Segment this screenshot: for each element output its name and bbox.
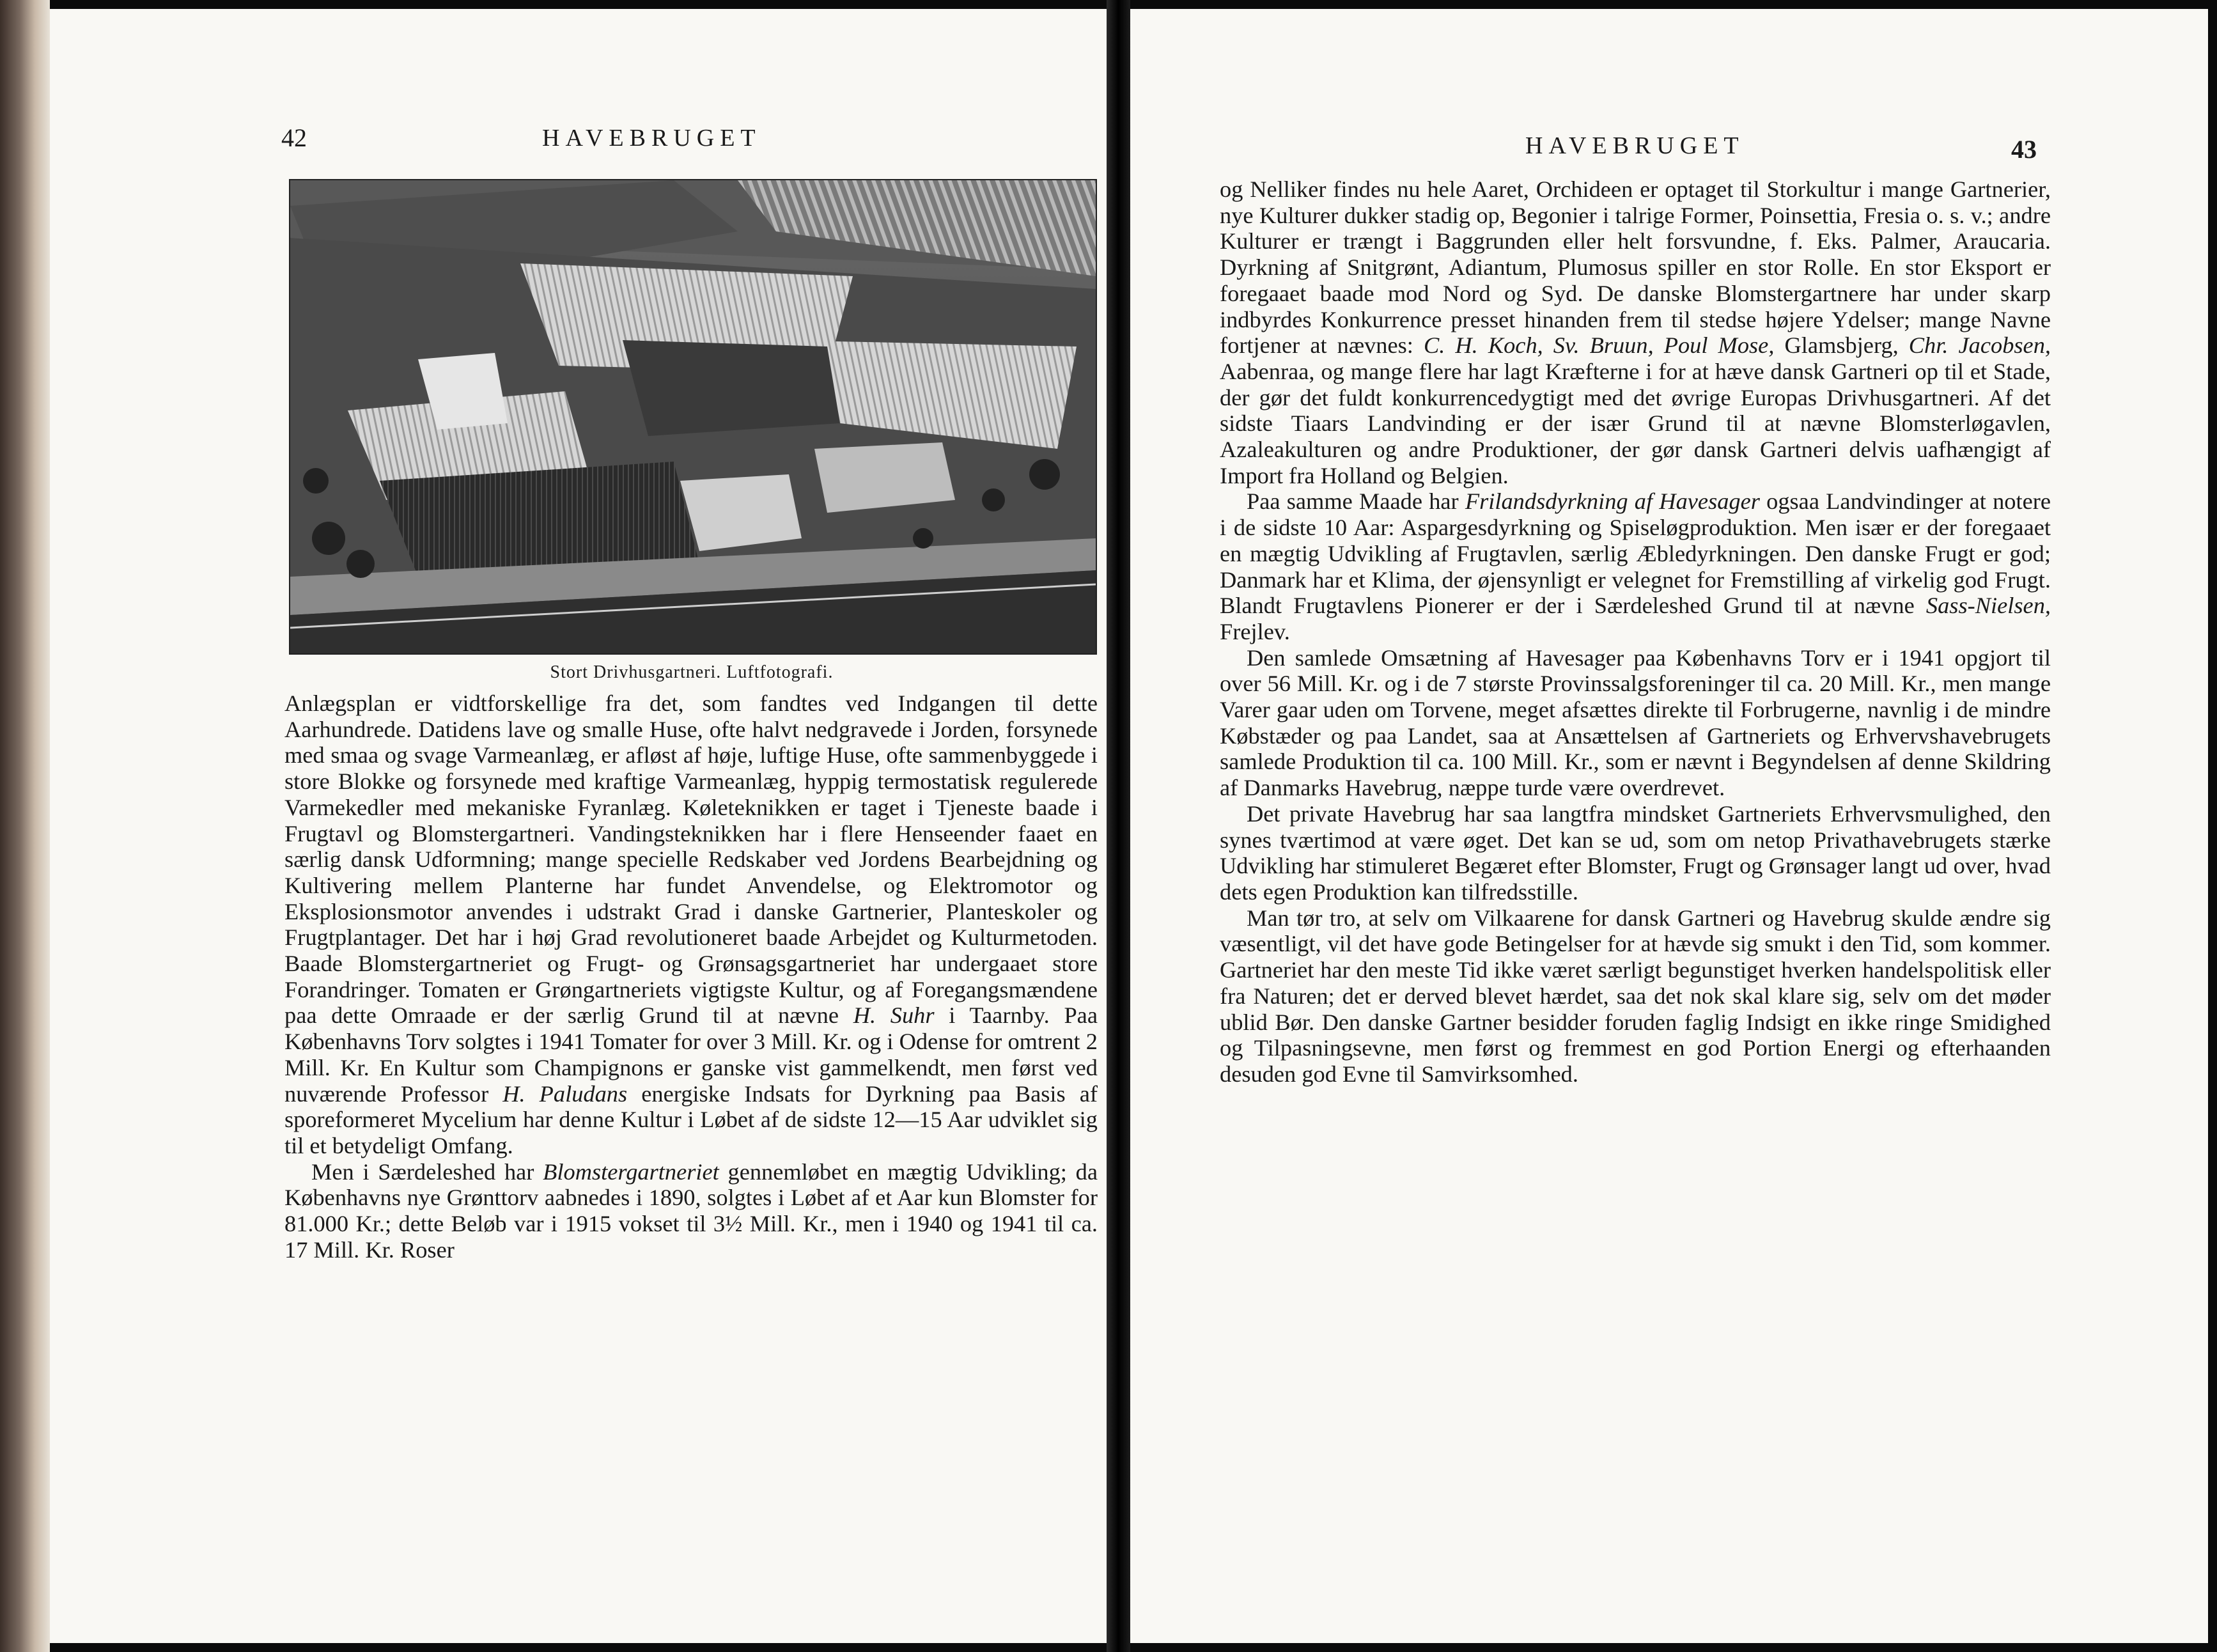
left-page: [50, 9, 1107, 1643]
italic-text: Frilandsdyrkning af Havesager: [1465, 488, 1760, 515]
italic-text: C. H. Koch, Sv. Bruun, Poul Mose,: [1423, 332, 1775, 359]
paragraph: [1220, 488, 2051, 644]
text-run: energiske Indsats for Dyrkning paa Basis af sporeformeret Mycelium har denne Kultur i Løbet af de sidste 12—15 Aar udviklet sig til et betydeligt Omfang.: [284, 1080, 1098, 1158]
right-page: [1130, 9, 2208, 1643]
running-head: HAVEBRUGET: [542, 125, 761, 152]
photo-caption: Stort Drivhusgartneri. Luftfotografi.: [550, 662, 834, 682]
text-run: i Taarnby. Paa Københavns Torv solgtes i 1941 Tomater for over 3 Mill. Kr. og i Odense for omtrent 2 Mill. Kr. En Kultur som Champignons er ganske vist gammelkendt, men først ved nuværende Professor: [284, 1002, 1098, 1107]
left-page-body-text: [284, 690, 1098, 1263]
running-head: HAVEBRUGET: [1525, 132, 1745, 159]
italic-text: Chr. Jacobsen,: [1908, 332, 2051, 359]
right-page-body-text: [1220, 176, 2051, 1087]
text-run: Det private Havebrug har saa langtfra mindsket Gartneriets Erhvervsmulighed, den synes tværtimod at være øget. Det kan se ud, som om netop Privathavebrugets stærke Udvikling har stimuleret Begæret efter Blomster, Frugt og Grønsager langt ud over, hvad dets egen Produktion kan tilfredsstille.: [1220, 800, 2051, 905]
aerial-greenhouse-photo: [289, 179, 1097, 655]
greenhouse-photo-illustration: [290, 180, 1096, 653]
book-gutter: [1107, 0, 1130, 1652]
text-run: Men i Særdeleshed har: [311, 1158, 543, 1185]
text-run: Paa samme Maade har: [1247, 488, 1465, 515]
italic-text: H. Paludans: [502, 1080, 628, 1107]
paragraph: [1220, 905, 2051, 1087]
italic-text: Blomstergartneriet: [543, 1158, 719, 1185]
text-run: gennemløbet en mægtig Udvikling; da Københavns nye Grønttorv aabnedes i 1890, solgtes i Løbet af et Aar kun Blomster for 81.000 Kr.; dette Beløb var i 1915 vokset til 3½ Mill. Kr., men i 1940 og 1941 til ca. 17 Mill. Kr. Roser: [284, 1158, 1098, 1263]
text-run: Anlægsplan er vidtforskellige fra det, som fandtes ved Indgangen til dette Aarhundrede. Datidens lave og smalle Huse, ofte halvt nedgravede i Jorden, forsynede med smaa og svage Varmeanlæg, er afløst af høje, luftige Huse, ofte sammenbyggede i store Blokke og forsynede med kraftige Varmeanlæg, hyppig termostatisk regulerede Varmekedler med mekaniske Fyranlæg. Køleteknikken er taget i Tjeneste baade i Frugtavl og Blomstergartneri. Vandingsteknikken har i flere Henseender faaet en særlig dansk Udformning; mange specielle Redskaber ved Jordens Bearbejdning og Kultivering mellem Planterne har fundet Anvendelse, og Elektromotor og Eksplosionsmotor anvendes i udstrakt Grad i danske Gartnerier, Planteskoler og Frugtplantager. Det har i høj Grad revolutioneret baade Arbejdet og Kulturmetoden. Baade Blomstergartneriet og Frugt- og Grønsagsgartneriet har undergaaet store Forandringer. Tomaten er Grøngartneriets vigtigste Kultur, og af Foregangsmændene paa dette Omraade er der særlig Grund til at nævne: [284, 690, 1098, 1029]
paragraph: [284, 1159, 1098, 1263]
paragraph: [1220, 801, 2051, 905]
paragraph: [1220, 645, 2051, 801]
text-run: Aabenraa, og mange flere har lagt Kræfterne i for at hæve dansk Gartneri op til et Stade, der gør det fuldt konkurrencedygtigt med det øvrige Europas Drivhusgartneri. Af det sidste Tiaars Landvinding er der især Grund til at nævne Blomsterløgavlen, Azaleakulturen og andre Produktioner, der gør dansk Gartneri delvis uafhængigt af Import fra Holland og Belgien.: [1220, 358, 2051, 488]
text-run: Den samlede Omsætning af Havesager paa Københavns Torv er i 1941 opgjort til over 56 Mill. Kr. og i de 7 største Provinssalgsforeninger til ca. 20 Mill. Kr., men mange Varer gaar uden om Torvene, meget afsættes direkte til Forbrugerne, navnlig i de mindre Købstæder og paa Landet, saa at Ansættelsen af Gartneriets og Erhvervshavebrugets samlede Produktion til ca. 100 Mill. Kr., som er nævnt i Begyndelsen af denne Skildring af Danmarks Havebrug, næppe turde være overdrevet.: [1220, 644, 2051, 801]
italic-text: Sass-Nielsen,: [1925, 593, 2051, 619]
page-number: 42: [281, 123, 307, 152]
text-run: ogsaa Landvindinger at notere i de sidste 10 Aar: Aspargesdyrkning og Spiseløgproduktion. Men især er der foregaaet en mægtig Udvikling af Frugtavlen, særlig Æbledyrkningen. Den danske Frugt er god; Danmark har et Klima, der øjensynligt er velegnet for Fremstilling af virkelig god Frugt. Blandt Frugtavlens Pionerer er der i Særdeleshed Grund til at nævne: [1220, 488, 2051, 619]
text-run: Glamsbjerg,: [1774, 332, 1909, 359]
italic-text: H. Suhr: [853, 1002, 935, 1029]
text-run: og Nelliker findes nu hele Aaret, Orchideen er optaget til Storkultur i mange Gartnerier, nye Kulturer dukker stadig op, Begonier i talrige Former, Poinsettia, Fresia o. s. v.; andre Kulturer er trængt i Baggrunden eller helt forsvundne, f. Eks. Palmer, Araucaria. Dyrkning af Snitgrønt, Adiantum, Plumosus spiller en stor Rolle. En stor Eksport er foregaaet baade mod Nord og Syd. De danske Blomstergartnere har under skarp indbyrdes Konkurrence presset hinanden frem til stedse højere Ydelser; mange Navne fortjener at nævnes:: [1220, 176, 2051, 359]
paragraph: [1220, 176, 2051, 488]
text-run: Frejlev.: [1220, 618, 1290, 644]
book-spine-edge: [0, 0, 50, 1652]
paragraph: [284, 690, 1098, 1159]
page-number: 43: [2011, 135, 2037, 164]
text-run: Man tør tro, at selv om Vilkaarene for dansk Gartneri og Havebrug skulde ændre sig væsentligt, vil det have gode Betingelser for at hævde sig smukt i den Tid, som kommer. Gartneriet har den meste Tid ikke været særligt begunstiget hverken handelspolitisk eller fra Naturen; det er derved blevet hærdet, saa det nok skal klare sig, selv om det møder ublid Bør. Den danske Gartner besidder foruden faglig Indsigt en ikke ringe Smidighed og Tilpasningsevne, men først og fremmest en god Portion Energi og efterhaanden desuden god Evne til Samvirksomhed.: [1220, 905, 2051, 1087]
